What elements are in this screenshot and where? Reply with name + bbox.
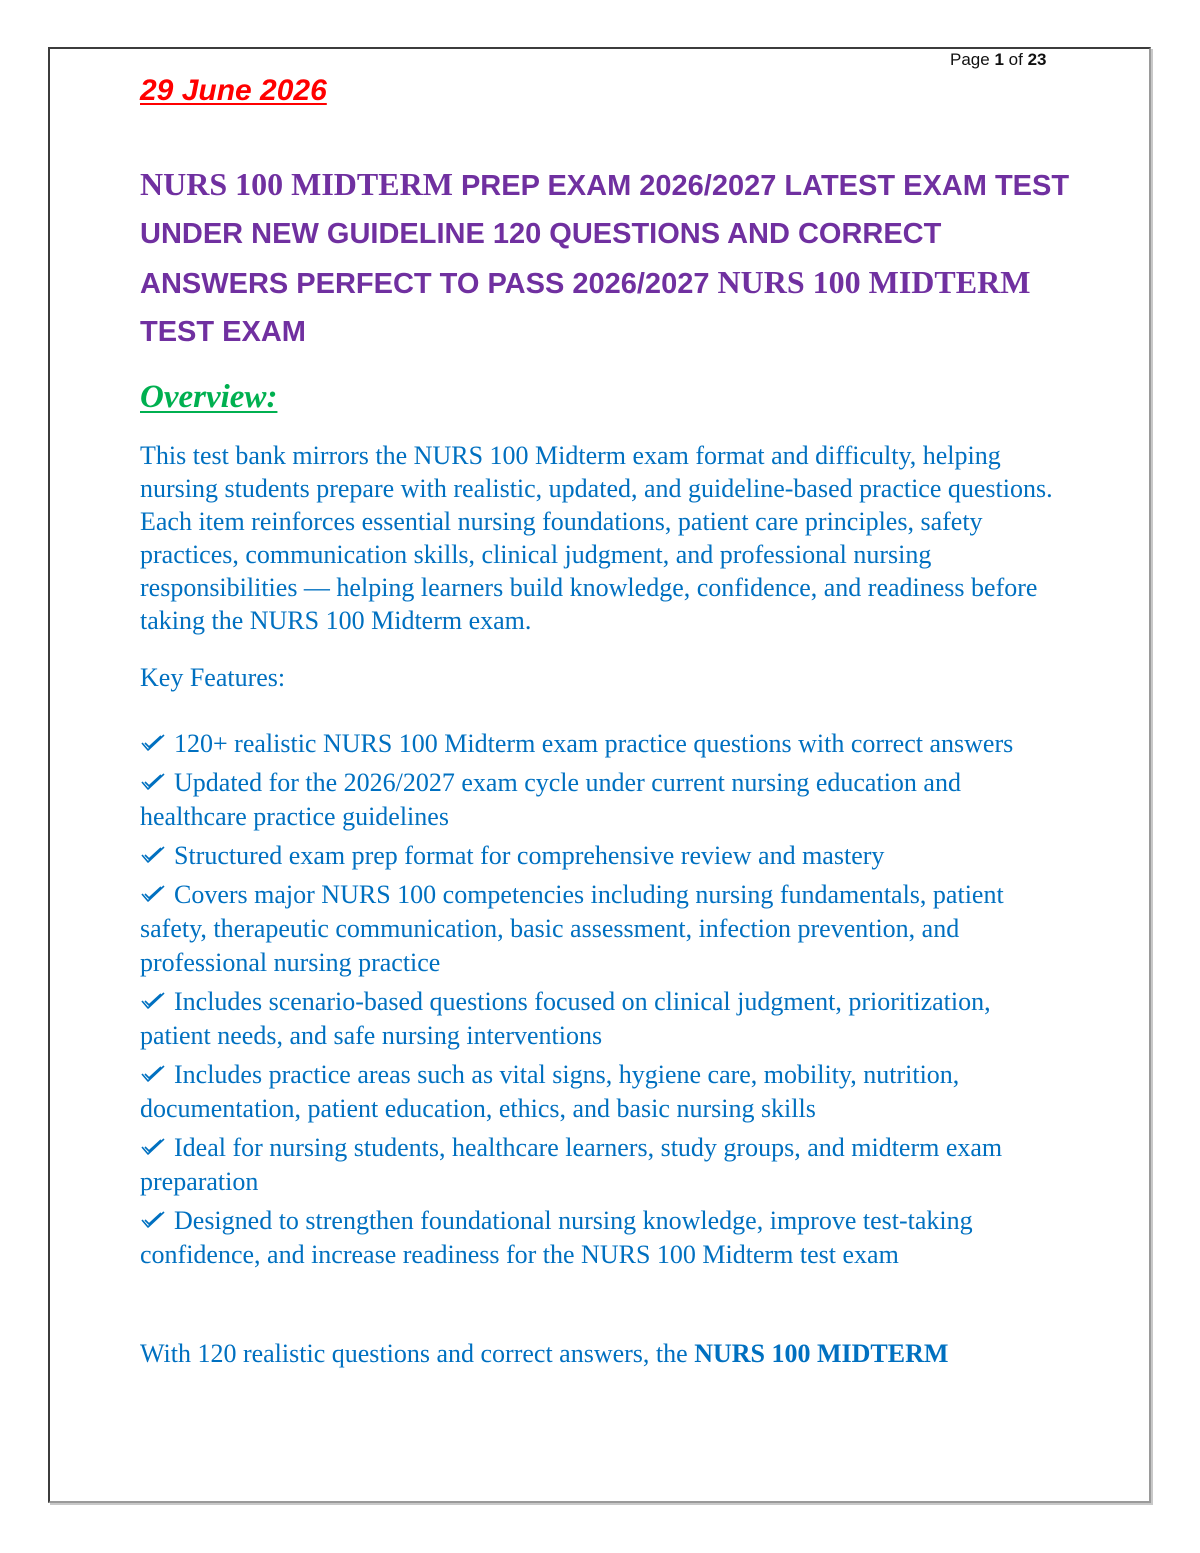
key-features-heading: Key Features: <box>140 663 286 692</box>
page-of: of <box>1008 50 1023 69</box>
feature-text: Updated for the 2026/2027 exam cycle under current nursing education and healthcare practice guidelines <box>140 768 961 831</box>
feature-text: Ideal for nursing students, healthcare learners, study groups, and midterm exam preparation <box>140 1133 1003 1196</box>
check-mark-icon <box>140 1210 166 1230</box>
feature-item <box>140 1058 1065 1126</box>
feature-text: 120+ realistic NURS 100 Midterm exam practice questions with correct answers <box>174 729 1014 758</box>
feature-item <box>140 1204 1065 1272</box>
closing-paragraph <box>140 1337 1065 1371</box>
page-number <box>950 50 1046 70</box>
document-date: 29 June 2026 <box>140 74 327 107</box>
check-mark-icon <box>140 733 166 753</box>
feature-item <box>140 985 1065 1053</box>
key-features-list <box>140 727 1065 1277</box>
feature-item <box>140 839 1065 873</box>
feature-item <box>140 727 1065 761</box>
closing-bold-text: NURS 100 MIDTERM <box>694 1339 949 1368</box>
title-part-1: NURS 100 MIDTERM <box>140 166 453 202</box>
check-mark-icon <box>140 884 166 904</box>
feature-text: Covers major NURS 100 competencies including nursing fundamentals, patient safety, therapeutic communication, basic assessment, infection prevention, and professional nursing practice <box>140 880 1004 977</box>
check-mark-icon <box>140 1137 166 1157</box>
title-part-3: NURS 100 MIDTERM <box>717 264 1031 300</box>
title-part-2: PREP EXAM 2026/2027 LATEST EXAM TEST UNDER NEW GUIDELINE 120 QUESTIONS AND CORRECT ANSWERS PERFECT TO PASS 2026/2027 <box>140 170 1070 300</box>
check-mark-icon <box>140 1064 166 1084</box>
title-part-4: TEST EXAM <box>140 316 306 348</box>
feature-text: Includes scenario-based questions focused on clinical judgment, prioritization, patient needs, and safe nursing interventions <box>140 987 991 1050</box>
feature-text: Structured exam prep format for comprehensive review and mastery <box>174 841 885 870</box>
overview-heading: Overview: <box>140 379 278 415</box>
document-title <box>140 160 1080 356</box>
feature-text: Includes practice areas such as vital signs, hygiene care, mobility, nutrition, documentation, patient education, ethics, and basic nursing skills <box>140 1060 960 1123</box>
check-mark-icon <box>140 772 166 792</box>
page-total: 23 <box>1027 50 1047 69</box>
feature-item <box>140 766 1065 834</box>
page-current: 1 <box>994 50 1004 69</box>
feature-item <box>140 878 1065 980</box>
feature-text: Designed to strengthen foundational nursing knowledge, improve test-taking confidence, and increase readiness for the NURS 100 Midterm test exam <box>140 1206 973 1269</box>
feature-item <box>140 1131 1065 1199</box>
check-mark-icon <box>140 991 166 1011</box>
check-mark-icon <box>140 845 166 865</box>
page-prefix: Page <box>950 50 990 69</box>
closing-text: With 120 realistic questions and correct answers, the <box>140 1339 695 1368</box>
overview-paragraph: This test bank mirrors the NURS 100 Midterm exam format and difficulty, helping nursing students prepare with realistic, updated, and guideline-based practice questions. Each item reinforces essential nursing foundations, patient care principles, safety practices, communication skills, clinical judgment, and professional nursing responsibilities — helping learners build knowledge, confidence, and readiness before taking the NURS 100 Midterm exam. <box>140 441 1053 635</box>
